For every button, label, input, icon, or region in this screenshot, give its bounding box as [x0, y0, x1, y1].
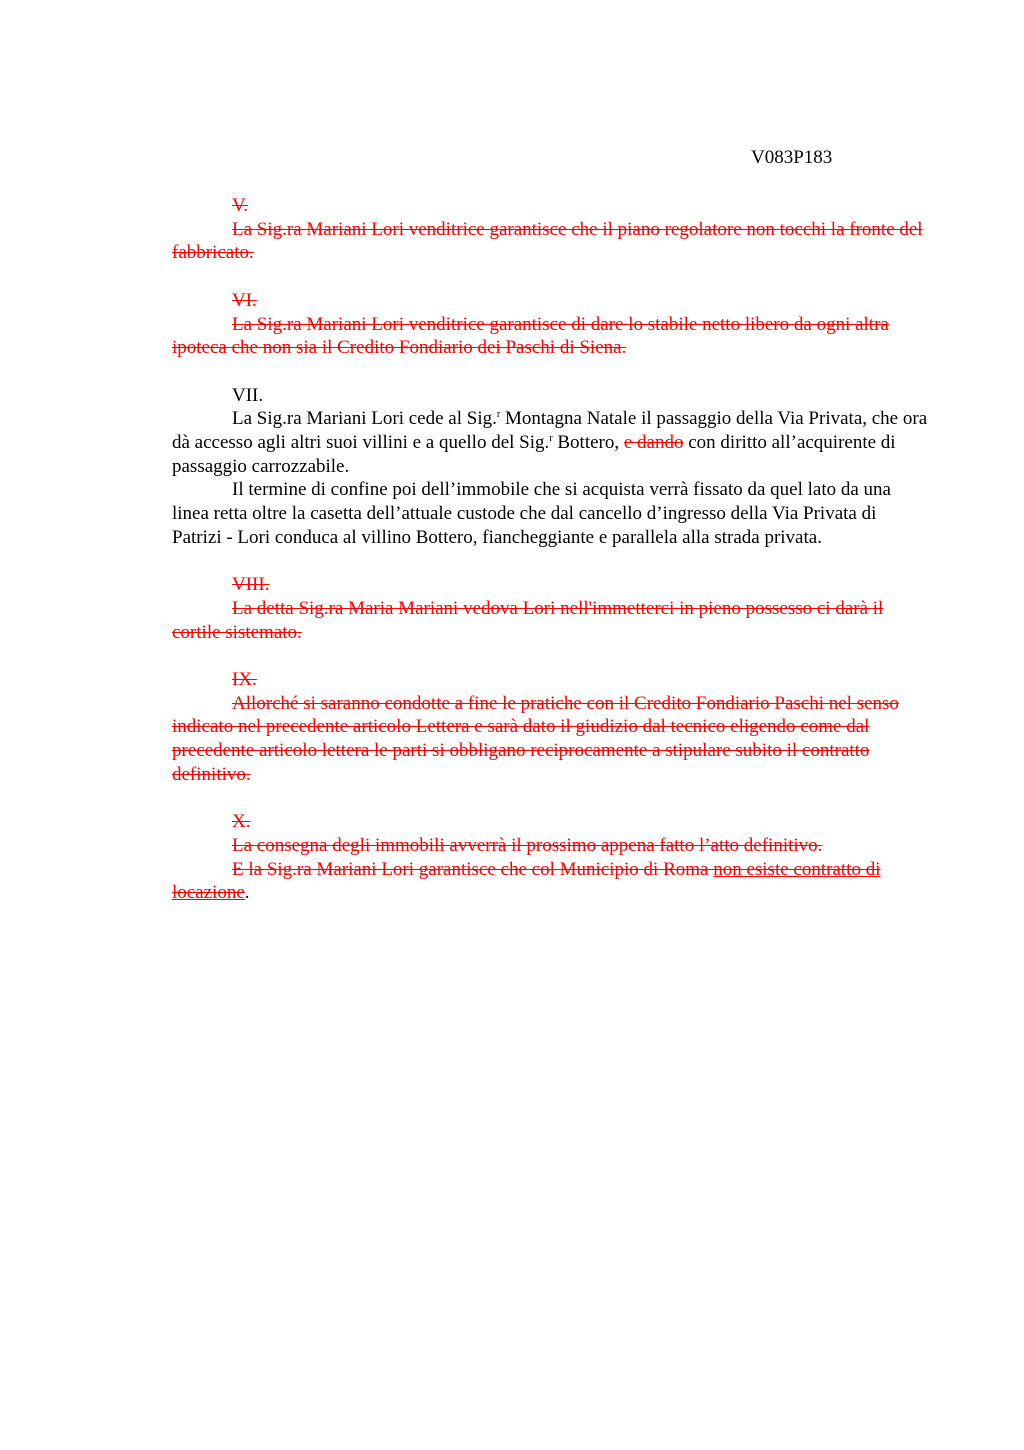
- article-vii-title: VII.: [232, 384, 264, 406]
- article-vi-title: VI.: [232, 289, 257, 311]
- article-x-paragraph-1: La consegna degli immobili avverrà il prossimo appena fatto l’atto definitivo.: [232, 834, 823, 856]
- underlined-phrase: non esiste contratto di locazione: [172, 858, 881, 904]
- article-vii-paragraph-1: La Sig.ra Mariani Lori cede al Sig.$^r$ Montagna Natale il passaggio della Via Privata, che ora dà accesso agli altri suoi villini e a quello del Sig.$^r$ Bottero, e dando con diritto all’acquirente di passaggio carrozzabile.: [172, 408, 928, 477]
- article-viii-text: La detta Sig.ra Maria Mariani vedova Lori nell'immetterci in pieno possesso ci darà il cortile sistemato.: [172, 597, 884, 643]
- article-viii-title: VIII.: [232, 574, 270, 596]
- article-ix: [172, 668, 930, 787]
- document-reference: V083P183: [751, 147, 833, 168]
- article-vii: [172, 384, 930, 550]
- article-ix-text: Allorché si saranno condotte a fine le pratiche con il Credito Fondiario Paschi nel senso indicato nel precedente articolo Lettera e sarà dato il giudizio dal tecnico eligendo come dal precedente articolo lettera le parti si obbligano reciprocamente a stipulare subito il contratto definitivo.: [172, 692, 899, 785]
- article-v-text: La Sig.ra Mariani Lori venditrice garantisce che il piano regolatore non tocchi la fronte del fabbricato.: [172, 218, 923, 264]
- article-vi-text: La Sig.ra Mariani Lori venditrice garantisce di dare lo stabile netto libero da ogni altra ipoteca che non sia il Credito Fondiario dei Paschi di Siena.: [172, 313, 889, 359]
- article-x: [172, 810, 930, 905]
- article-v-title: V.: [232, 195, 249, 216]
- article-v: [172, 194, 930, 265]
- article-ix-title: IX.: [232, 669, 257, 690]
- article-vii-paragraph-2: Il termine di confine poi dell’immobile che si acquista verrà fissato da quel lato da una linea retta oltre la casetta dell’attuale custode che dal cancello d’ingresso della Via Privata di Patrizi - Lori conduca al villino Bottero, fiancheggiante e parallela alla strada privata.: [172, 479, 891, 548]
- article-x-paragraph-2: E la Sig.ra Mariani Lori garantisce che col Municipio di Roma non esiste contratto di locazione.: [172, 858, 881, 904]
- article-x-title: X.: [232, 811, 251, 833]
- article-vi: [172, 289, 930, 360]
- article-viii: [172, 573, 930, 644]
- deleted-phrase: e dando: [623, 432, 684, 453]
- document-body: [172, 194, 930, 905]
